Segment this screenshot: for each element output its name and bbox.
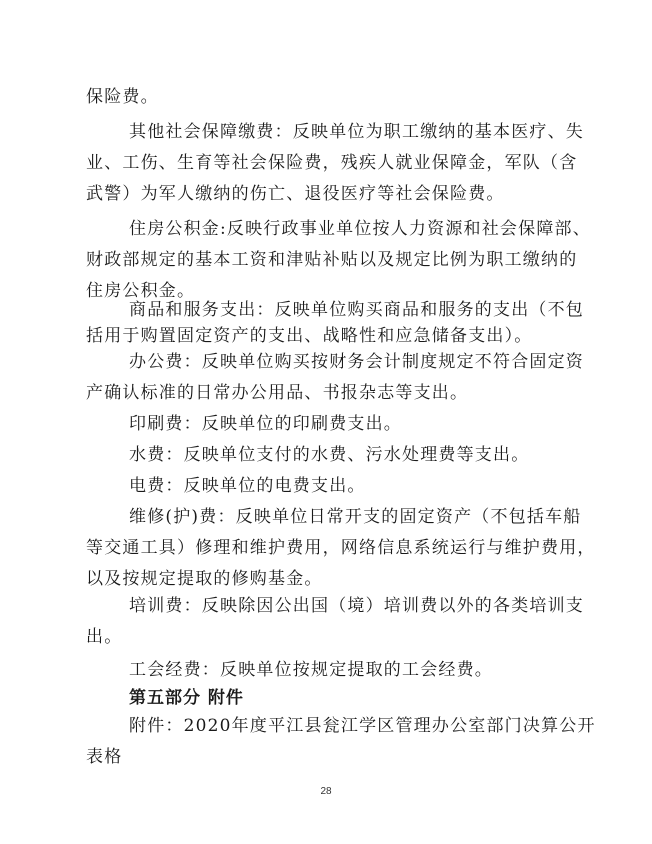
paragraph-line: 保险费。 bbox=[86, 87, 159, 107]
paragraph-line: 水费：反映单位支付的水费、污水处理费等支出。 bbox=[129, 445, 530, 465]
paragraph-line: 其他社会保障缴费：反映单位为职工缴纳的基本医疗、失 bbox=[129, 122, 584, 142]
paragraph-line: 电费：反映单位的电费支出。 bbox=[129, 476, 366, 496]
paragraph-line: 业、工伤、生育等社会保险费，残疾人就业保障金，军队（含 bbox=[86, 153, 578, 173]
paragraph-line: 财政部规定的基本工资和津贴补贴以及规定比例为职工缴纳的 bbox=[86, 250, 578, 270]
paragraph-line: 工会经费：反映单位按规定提取的工会经费。 bbox=[129, 660, 493, 680]
paragraph-line: 表格 bbox=[86, 747, 123, 767]
paragraph-line: 办公费：反映单位购买按财务会计制度规定不符合固定资 bbox=[129, 352, 584, 372]
paragraph-line: 括用于购置固定资产的支出、战略性和应急储备支出）。 bbox=[86, 326, 533, 346]
paragraph-line: 以及按规定提取的修购基金。 bbox=[86, 569, 323, 589]
paragraph-line: 出。 bbox=[86, 627, 123, 647]
paragraph-line: 等交通工具）修理和维护费用，网络信息系统运行与维护费用， bbox=[86, 538, 596, 558]
page-number: 28 bbox=[320, 786, 332, 797]
paragraph-line: 武警）为军人缴纳的伤亡、退役医疗等社会保险费。 bbox=[86, 184, 505, 204]
paragraph-line: 培训费：反映除因公出国（境）培训费以外的各类培训支 bbox=[129, 596, 584, 616]
paragraph-line: 印刷费：反映单位的印刷费支出。 bbox=[129, 414, 402, 434]
paragraph-line: 商品和服务支出：反映单位购买商品和服务的支出（不包 bbox=[129, 300, 584, 320]
paragraph-line: 住房公积金:反映行政事业单位按人力资源和社会保障部、 bbox=[129, 219, 591, 239]
section-heading: 第五部分 附件 bbox=[129, 688, 244, 708]
paragraph-line: 产确认标准的日常办公用品、书报杂志等支出。 bbox=[86, 383, 469, 403]
paragraph-line: 附件：2020年度平江县瓮江学区管理办公室部门决算公开 bbox=[129, 716, 596, 736]
paragraph-line: 维修(护)费：反映单位日常开支的固定资产（不包括车船 bbox=[129, 507, 582, 527]
paragraph-line: 住房公积金。 bbox=[86, 281, 196, 301]
